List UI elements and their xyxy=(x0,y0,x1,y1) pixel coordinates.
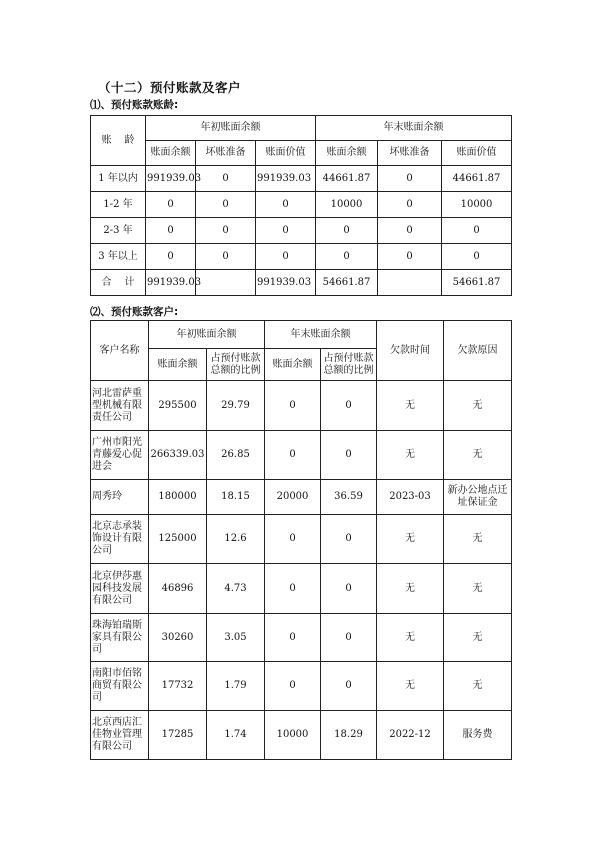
table-cell xyxy=(378,270,442,296)
customer-name: 南阳市佰铭商贸有限公司 xyxy=(91,662,149,711)
table-cell: 0 xyxy=(265,431,321,480)
aging-group-header: 年初账面余额 xyxy=(146,116,316,141)
table-cell: 12.6 xyxy=(207,515,265,564)
table-cell: 18.29 xyxy=(321,711,377,760)
table-cell: 17732 xyxy=(149,662,207,711)
table-cell: 1.79 xyxy=(207,662,265,711)
customers-subtitle: ⑵、预付账款客户: xyxy=(90,306,179,318)
table-cell: 0 xyxy=(321,614,377,662)
table-cell: 4.73 xyxy=(207,564,265,614)
table-cell: 0 xyxy=(196,218,256,244)
table-cell: 无 xyxy=(444,381,512,431)
table-cell: 0 xyxy=(146,244,196,270)
table-cell: 991939.03 xyxy=(146,166,196,192)
table-cell: 0 xyxy=(256,244,316,270)
table-cell: 无 xyxy=(377,515,444,564)
table-cell: 0 xyxy=(378,218,442,244)
table-cell: 3.05 xyxy=(207,614,265,662)
customers-subheader: 账面余额 xyxy=(149,349,207,381)
aging-subheader: 账面价值 xyxy=(256,141,316,166)
table-row xyxy=(91,192,512,218)
col-debt-time: 欠款时间 xyxy=(377,321,444,381)
table-cell: 无 xyxy=(444,431,512,480)
aging-label: 合 计 xyxy=(91,270,146,296)
table-cell: 0 xyxy=(321,515,377,564)
customers-subheader: 账面余额 xyxy=(265,349,321,381)
table-row xyxy=(91,662,512,711)
table-cell: 0 xyxy=(442,218,512,244)
table-row xyxy=(91,480,512,515)
aging-subheader: 账面余额 xyxy=(316,141,378,166)
table-cell: 295500 xyxy=(149,381,207,431)
table-cell: 0 xyxy=(378,192,442,218)
table-row xyxy=(91,218,512,244)
table-cell: 0 xyxy=(321,431,377,480)
customer-name: 北京西店汇佳物业管理有限公司 xyxy=(91,711,149,760)
table-cell: 2023-03 xyxy=(377,480,444,515)
table-cell: 0 xyxy=(321,564,377,614)
customer-name: 河北雷萨重型机械有限责任公司 xyxy=(91,381,149,431)
customers-group-header: 年末账面余额 xyxy=(265,321,377,349)
aging-subheader: 坏账准备 xyxy=(378,141,442,166)
customer-name: 广州市阳光青藤爱心促进会 xyxy=(91,431,149,480)
aging-subtitle: ⑴、预付账款账龄: xyxy=(90,99,179,111)
table-cell: 26.85 xyxy=(207,431,265,480)
aging-label: 3 年以上 xyxy=(91,244,146,270)
table-cell: 2022-12 xyxy=(377,711,444,760)
table-cell: 44661.87 xyxy=(442,166,512,192)
table-cell: 17285 xyxy=(149,711,207,760)
aging-subheader: 账面余额 xyxy=(146,141,196,166)
table-cell: 0 xyxy=(316,244,378,270)
table-cell: 125000 xyxy=(149,515,207,564)
table-cell: 10000 xyxy=(265,711,321,760)
table-cell: 无 xyxy=(377,662,444,711)
table-cell: 0 xyxy=(146,192,196,218)
col-customer-name: 客户名称 xyxy=(91,321,149,381)
table-cell: 新办公地点迁址保证金 xyxy=(444,480,512,515)
table-cell: 无 xyxy=(444,662,512,711)
table-cell: 0 xyxy=(321,381,377,431)
customers-table xyxy=(90,320,512,760)
table-row xyxy=(91,431,512,480)
table-cell: 1.74 xyxy=(207,711,265,760)
table-cell: 54661.87 xyxy=(316,270,378,296)
table-cell: 266339.03 xyxy=(149,431,207,480)
table-row-total xyxy=(91,270,512,296)
table-cell: 0 xyxy=(146,218,196,244)
aging-header-row xyxy=(91,116,512,141)
aging-subheader: 账面价值 xyxy=(442,141,512,166)
table-cell: 0 xyxy=(378,244,442,270)
table-cell: 0 xyxy=(442,244,512,270)
table-row xyxy=(91,564,512,614)
table-cell: 44661.87 xyxy=(316,166,378,192)
customer-name: 北京志承装饰设计有限公司 xyxy=(91,515,149,564)
table-cell: 0 xyxy=(196,166,256,192)
table-cell: 0 xyxy=(256,192,316,218)
table-cell: 0 xyxy=(321,662,377,711)
customer-name: 周秀玲 xyxy=(91,480,149,515)
table-cell: 20000 xyxy=(265,480,321,515)
table-cell: 无 xyxy=(377,614,444,662)
table-cell: 无 xyxy=(377,564,444,614)
aging-label: 2-3 年 xyxy=(91,218,146,244)
table-cell: 0 xyxy=(265,614,321,662)
table-cell: 180000 xyxy=(149,480,207,515)
table-cell: 服务费 xyxy=(444,711,512,760)
customer-name: 北京伊莎惠园科技发展有限公司 xyxy=(91,564,149,614)
table-row xyxy=(91,244,512,270)
table-cell: 0 xyxy=(265,515,321,564)
table-cell: 991939.03 xyxy=(256,166,316,192)
table-cell: 10000 xyxy=(316,192,378,218)
aging-table xyxy=(90,115,512,296)
table-row xyxy=(91,166,512,192)
customers-header-row xyxy=(91,321,512,349)
table-cell: 29.79 xyxy=(207,381,265,431)
table-cell: 0 xyxy=(265,662,321,711)
table-cell: 0 xyxy=(316,218,378,244)
col-debt-reason: 欠款原因 xyxy=(444,321,512,381)
table-cell: 18.15 xyxy=(207,480,265,515)
table-cell: 36.59 xyxy=(321,480,377,515)
customers-subheader: 占预付账款总额的比例 xyxy=(207,349,265,381)
table-cell: 991939.03 xyxy=(256,270,316,296)
customers-group-header: 年初账面余额 xyxy=(149,321,265,349)
table-cell: 0 xyxy=(265,564,321,614)
table-cell: 46896 xyxy=(149,564,207,614)
table-row xyxy=(91,515,512,564)
table-cell: 30260 xyxy=(149,614,207,662)
customers-subheader: 占预付账款总额的比例 xyxy=(321,349,377,381)
aging-row-header: 账 龄 xyxy=(91,116,146,166)
table-row xyxy=(91,381,512,431)
table-cell: 0 xyxy=(196,244,256,270)
table-cell: 0 xyxy=(265,381,321,431)
aging-subheader: 坏账准备 xyxy=(196,141,256,166)
table-cell: 0 xyxy=(378,166,442,192)
table-cell: 无 xyxy=(444,515,512,564)
customer-name: 珠海铂瑞斯家具有限公司 xyxy=(91,614,149,662)
table-row xyxy=(91,711,512,760)
table-cell: 0 xyxy=(256,218,316,244)
table-row xyxy=(91,614,512,662)
table-cell: 无 xyxy=(444,564,512,614)
table-cell: 991939.03 xyxy=(146,270,196,296)
aging-group-header: 年末账面余额 xyxy=(316,116,512,141)
table-cell xyxy=(196,270,256,296)
table-cell: 无 xyxy=(377,381,444,431)
aging-label: 1 年以内 xyxy=(91,166,146,192)
aging-subheader-row xyxy=(91,141,512,166)
table-cell: 无 xyxy=(444,614,512,662)
table-cell: 无 xyxy=(377,431,444,480)
table-cell: 0 xyxy=(196,192,256,218)
table-cell: 10000 xyxy=(442,192,512,218)
table-cell: 54661.87 xyxy=(442,270,512,296)
section-title: （十二）预付账款及客户 xyxy=(98,80,242,95)
aging-label: 1-2 年 xyxy=(91,192,146,218)
